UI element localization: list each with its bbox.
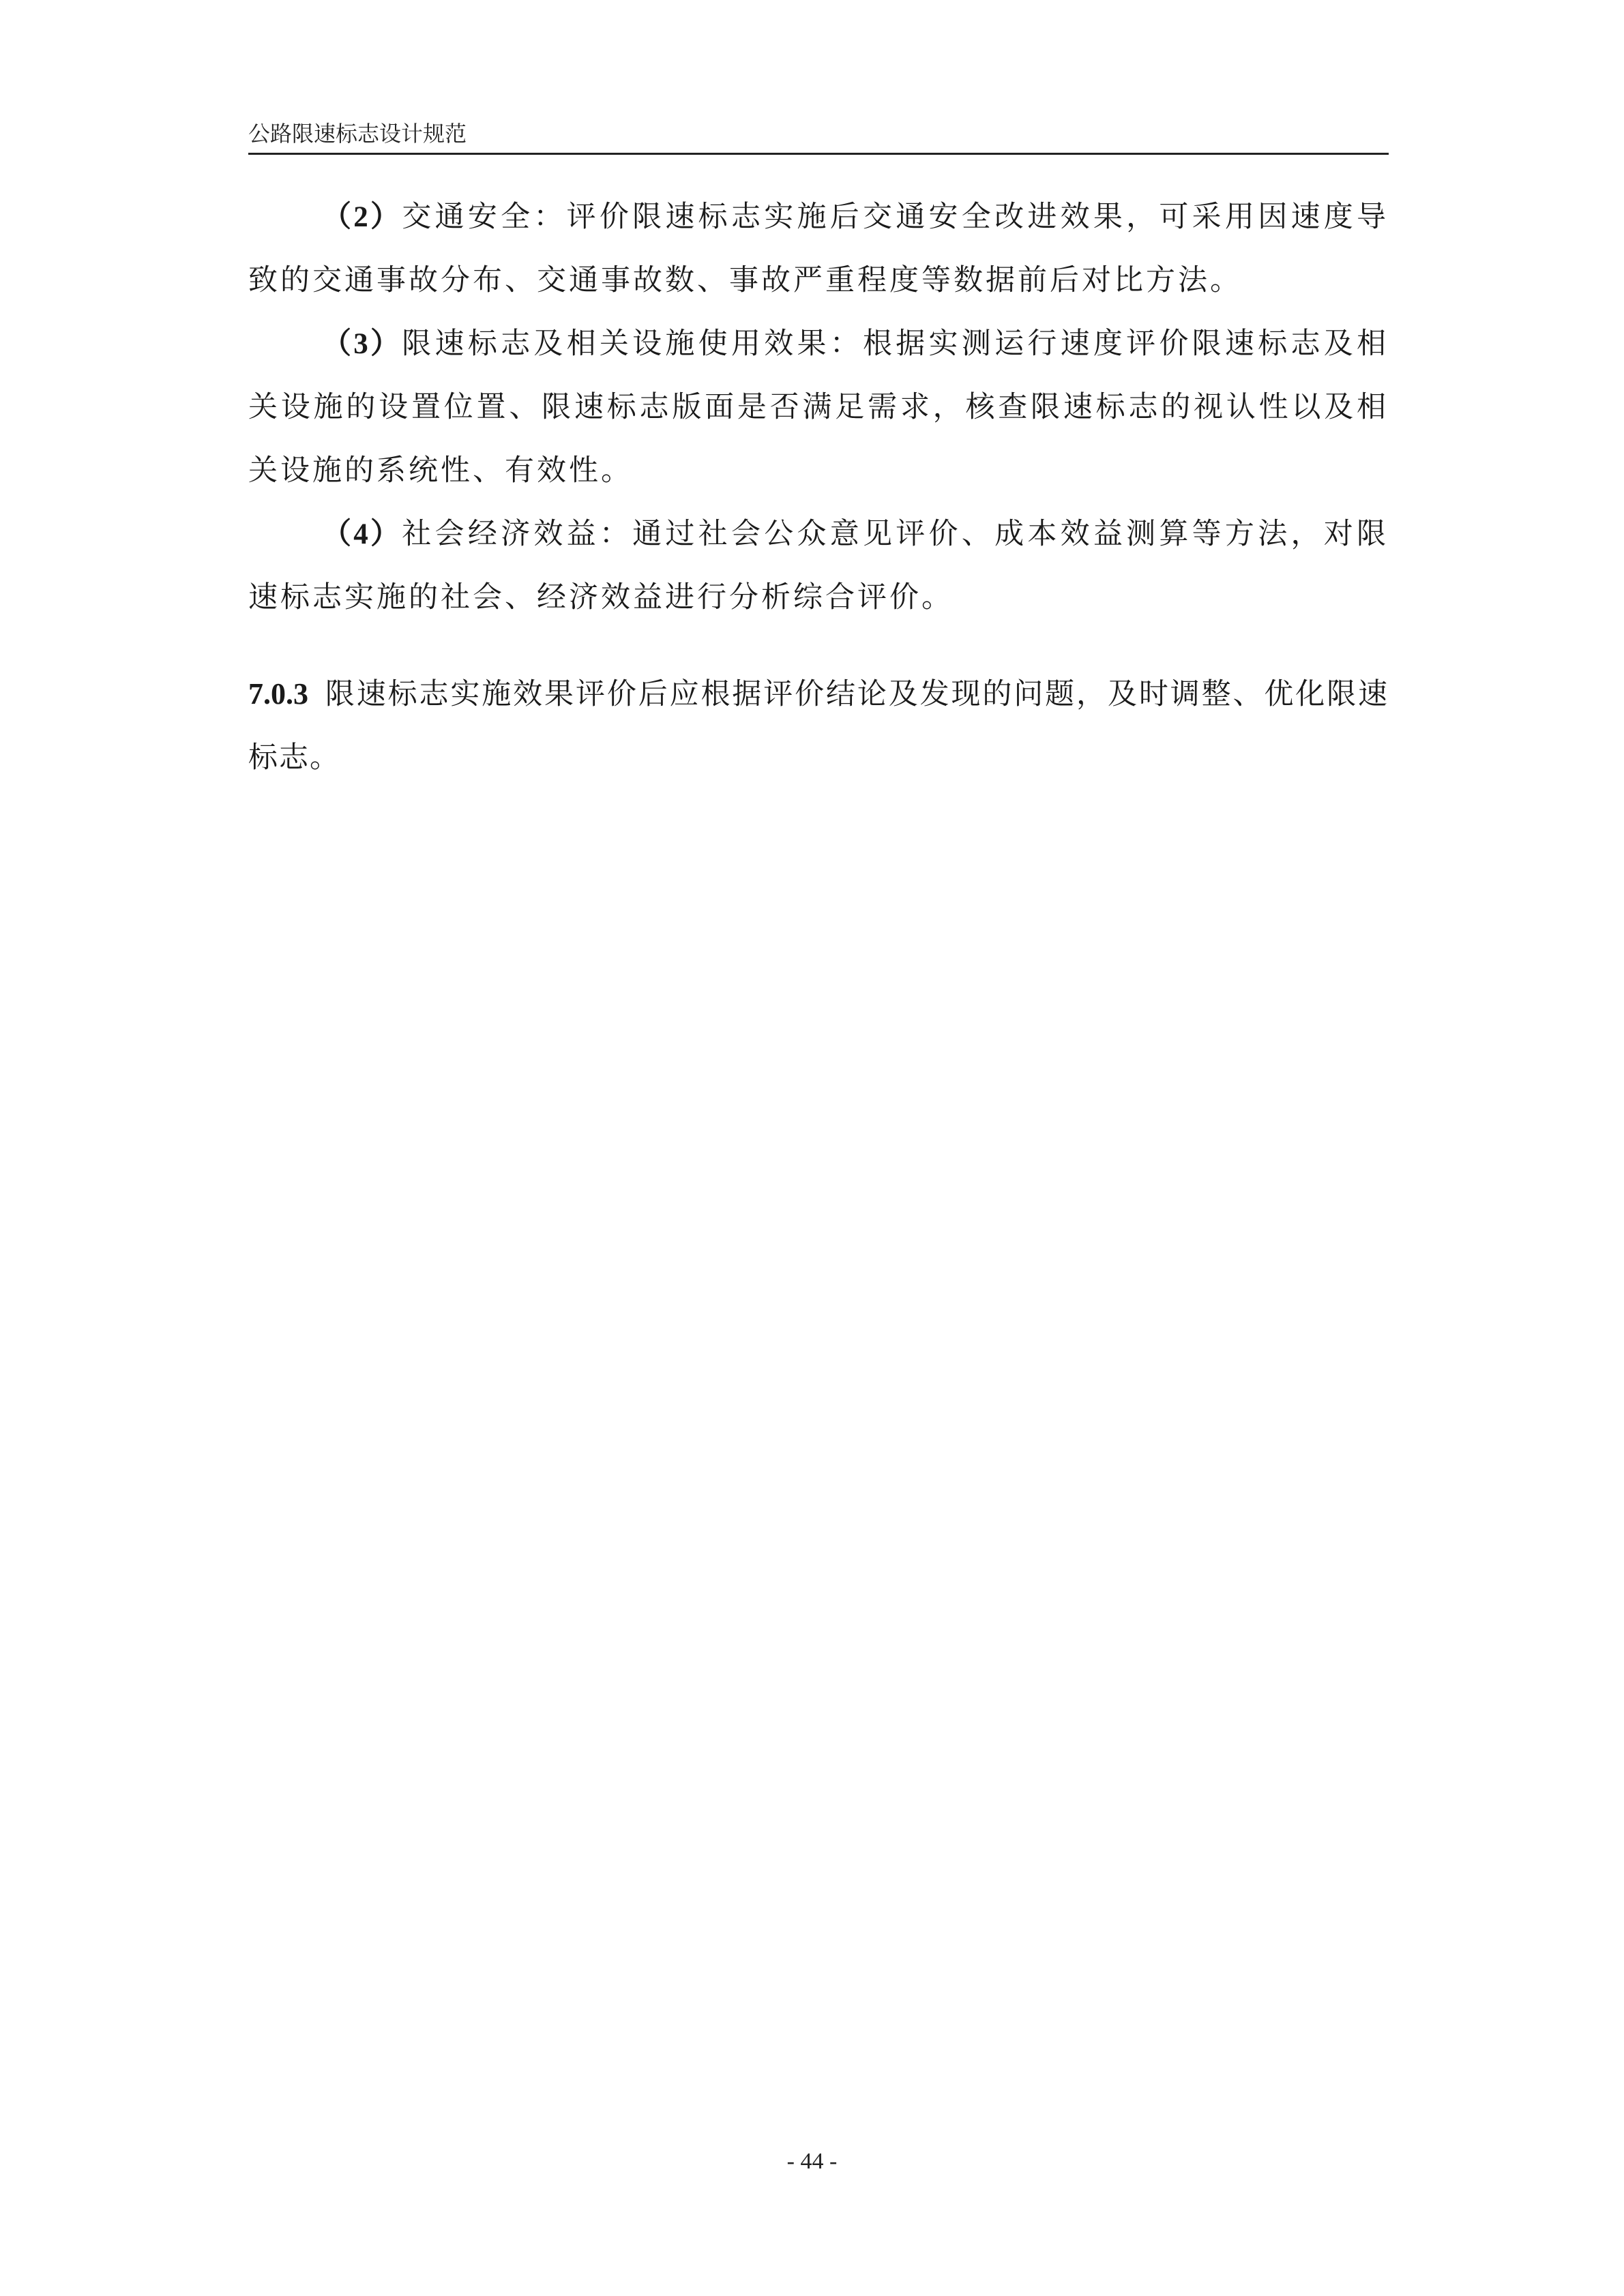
clause-text: 限速标志实施效果评价后应根据评价结论及发现的问题，及时调整、优化限速标志。 (248, 677, 1389, 775)
page-header (248, 115, 1389, 155)
item-text: 限速标志及相关设施使用效果：根据实测运行速度评价限速标志及相关设施的设置位置、限速标志版面是否满足需求，核查限速标志的视认性以及相关设施的系统性、有效性。 (248, 327, 1389, 488)
item-number: （4） (322, 518, 402, 550)
clause-7-0-3 (248, 662, 1389, 790)
header-title: 公路限速标志设计规范 (248, 121, 467, 147)
item-facility-effect (248, 312, 1389, 503)
item-number: （3） (322, 328, 402, 360)
item-socioeconomic-benefit (248, 503, 1389, 629)
item-traffic-safety (248, 185, 1389, 312)
item-text: 社会经济效益：通过社会公众意见评价、成本效益测算等方法，对限速标志实施的社会、经济效益进行分析综合评价。 (248, 517, 1389, 614)
item-text: 交通安全：评价限速标志实施后交通安全改进效果，可采用因速度导致的交通事故分布、交通事故数、事故严重程度等数据前后对比方法。 (248, 200, 1389, 297)
item-number: （2） (322, 201, 402, 233)
page-number: - 44 - (786, 2149, 838, 2174)
clause-number: 7.0.3 (248, 677, 308, 711)
document-body (248, 185, 1389, 790)
